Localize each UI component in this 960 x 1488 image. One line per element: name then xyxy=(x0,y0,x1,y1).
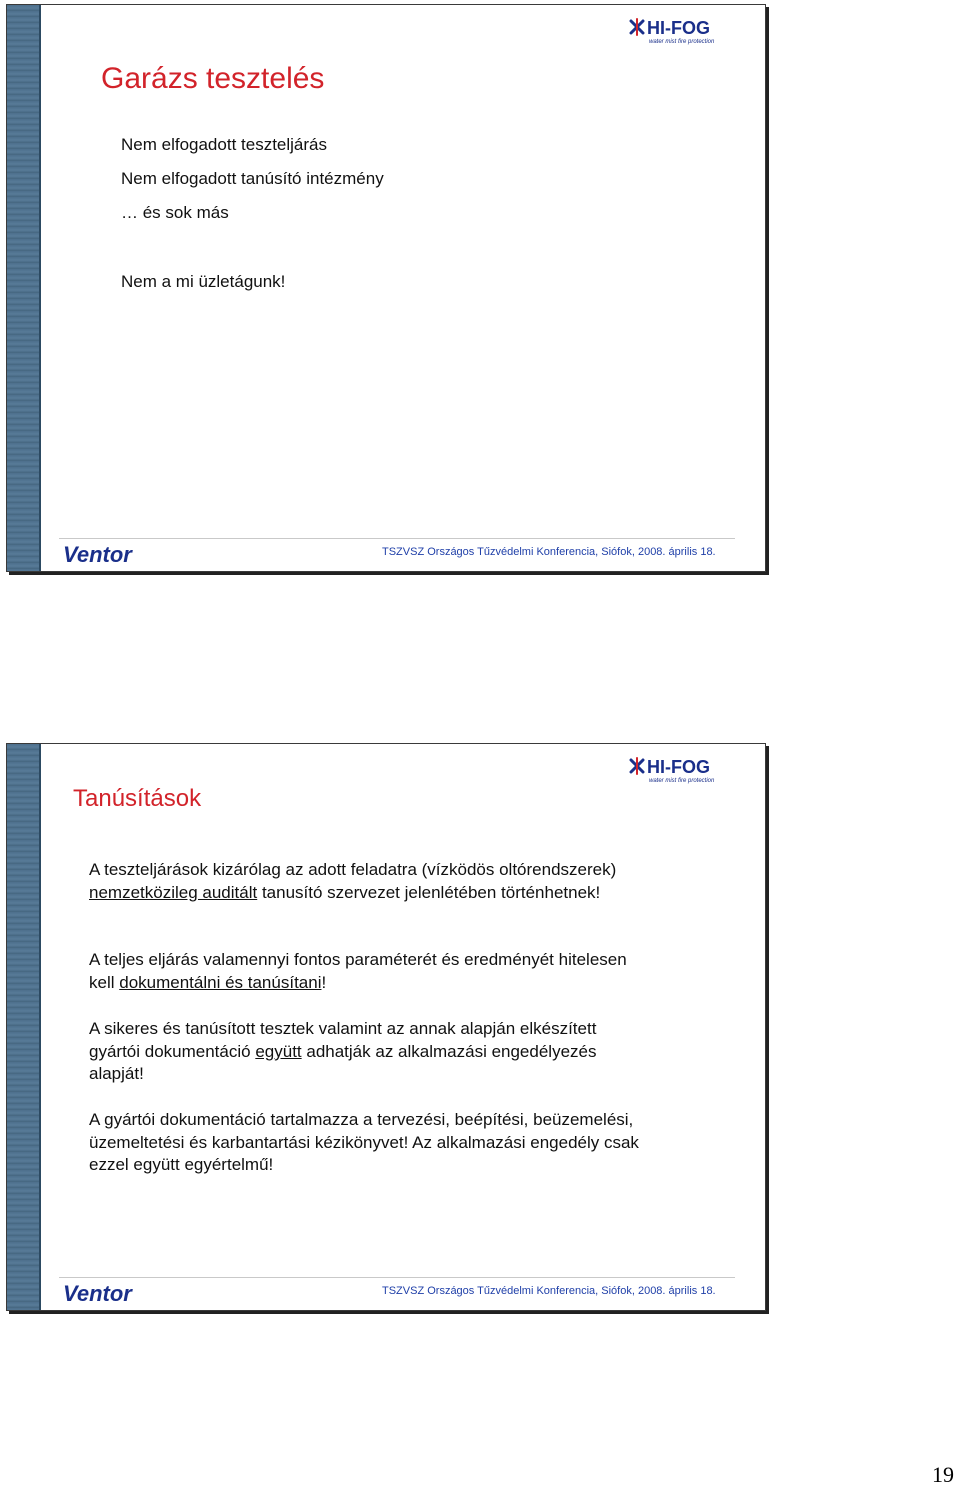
paragraph: A teszteljárások kizárólag az adott feladatra (vízködös oltórendszerek) nemzetközileg auditált tanusító szervezet jelenlétében történhetnek! xyxy=(89,860,617,902)
bullet-line: Nem elfogadott teszteljárás xyxy=(121,135,327,154)
slide-title: Garázs tesztelés xyxy=(101,62,325,95)
hifog-logo xyxy=(627,756,737,784)
bullet-line: Nem elfogadott tanúsító intézmény xyxy=(121,169,384,188)
ventor-logo xyxy=(63,1280,153,1311)
bullet-line: Nem a mi üzletágunk! xyxy=(121,272,286,291)
slide-title: Tanúsítások xyxy=(73,785,202,812)
slide-tanusitasok xyxy=(6,743,766,1311)
slide-garazs-teszteles xyxy=(6,4,766,572)
hifog-logo-text: HI-FOG xyxy=(647,18,710,38)
footer-divider xyxy=(59,538,735,539)
underlined-text: nemzetközileg auditált xyxy=(89,882,258,902)
ventor-logo xyxy=(63,541,153,572)
footer-divider xyxy=(59,1277,735,1278)
hifog-logo-text: HI-FOG xyxy=(647,757,710,777)
paragraph: A sikeres és tanúsított tesztek valamint az annak alapján elkészített gyártói dokumentáció együtt adhatják az alkalmazási engedélyezés alapját! xyxy=(89,1019,597,1083)
bullet-line: … és sok más xyxy=(121,203,229,222)
underlined-text: dokumentálni és tanúsítani xyxy=(119,972,322,992)
hifog-logo-subtext: water mist fire protection xyxy=(649,778,715,784)
ventor-logo-text: Ventor xyxy=(63,1281,132,1306)
slide-side-bar xyxy=(7,5,39,571)
page-number: 19 xyxy=(932,1462,954,1487)
underlined-text: együtt xyxy=(255,1041,302,1061)
ventor-logo-text: Ventor xyxy=(63,542,132,567)
footer-text: TSZVSZ Országos Tűzvédelmi Konferencia, Siófok, 2008. április 18. xyxy=(382,546,716,558)
footer-text: TSZVSZ Országos Tűzvédelmi Konferencia, Siófok, 2008. április 18. xyxy=(382,1285,716,1297)
slide-side-bar xyxy=(7,744,39,1310)
paragraph: A gyártói dokumentáció tartalmazza a tervezési, beépítési, beüzemelési, üzemeltetési és karbantartási kézikönyvet! Az alkalmazási engedély csak ezzel együtt egyértelmű! xyxy=(89,1110,639,1174)
hifog-logo-subtext: water mist fire protection xyxy=(649,39,715,45)
paragraph: A teljes eljárás valamennyi fontos paraméterét és eredményét hitelesen kell dokumentálni és tanúsítani! xyxy=(89,950,627,992)
hifog-logo xyxy=(627,17,737,45)
